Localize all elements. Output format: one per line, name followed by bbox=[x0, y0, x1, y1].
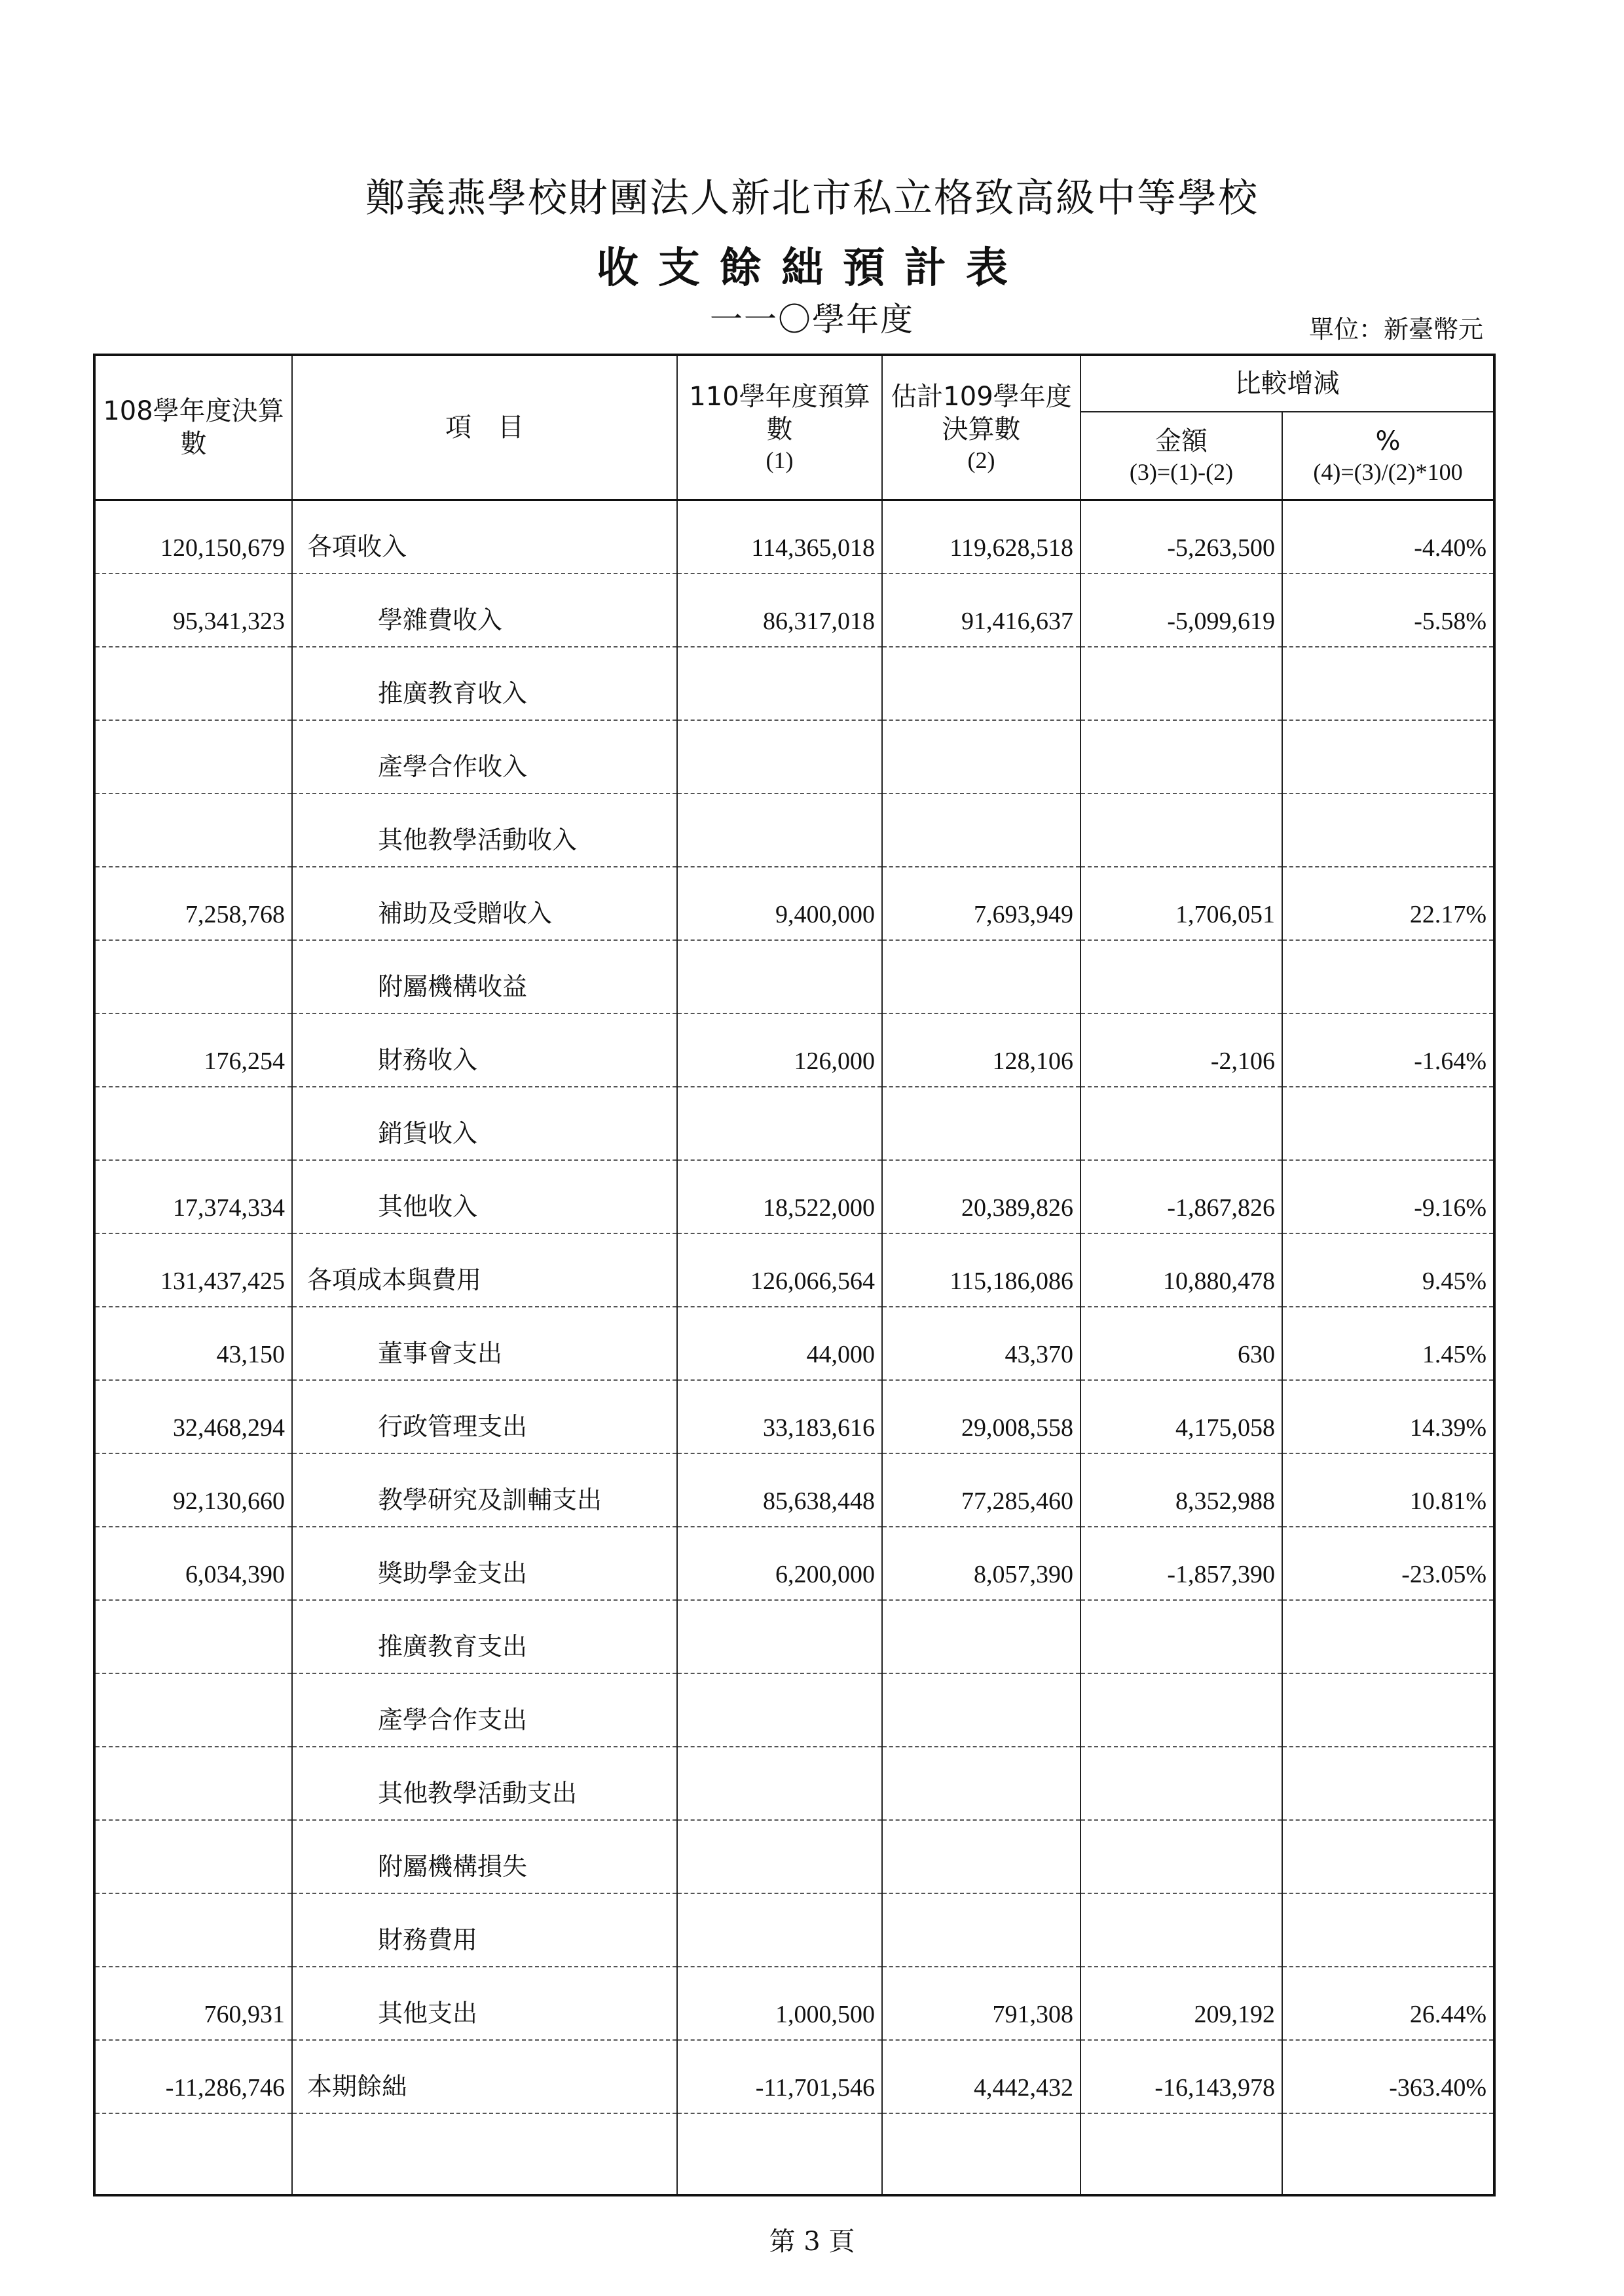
page-number: 第 3 頁 bbox=[769, 2227, 855, 2257]
header-budget bbox=[677, 355, 882, 500]
header-prior-actual bbox=[94, 355, 292, 500]
table-row bbox=[94, 1747, 1494, 1820]
cell-percent: -5.58% bbox=[1282, 574, 1494, 647]
cell-percent: -9.16% bbox=[1282, 1160, 1494, 1233]
table-row bbox=[94, 1013, 1494, 1087]
cell-estimate: 20,389,826 bbox=[882, 1160, 1080, 1233]
cell-budget: 18,522,000 bbox=[677, 1160, 882, 1233]
cell-amount: 8,352,988 bbox=[1080, 1453, 1282, 1527]
cell-amount bbox=[1080, 1600, 1282, 1673]
cell-budget: 126,000 bbox=[677, 1013, 882, 1087]
cell-item: 銷貨收入 bbox=[292, 1087, 677, 1160]
cell-percent: 9.45% bbox=[1282, 1233, 1494, 1307]
cell-item: 附屬機構收益 bbox=[292, 940, 677, 1013]
cell-prior: 17,374,334 bbox=[94, 1160, 292, 1233]
cell-prior bbox=[94, 940, 292, 1013]
cell-item: 學雜費收入 bbox=[292, 574, 677, 647]
cell-estimate bbox=[882, 793, 1080, 867]
cell-budget bbox=[677, 1600, 882, 1673]
cell-budget bbox=[677, 1673, 882, 1747]
cell-item: 獎助學金支出 bbox=[292, 1527, 677, 1600]
cell-budget: 44,000 bbox=[677, 1307, 882, 1380]
cell-item: 其他教學活動收入 bbox=[292, 793, 677, 867]
cell-budget bbox=[677, 647, 882, 720]
cell-estimate: 115,186,086 bbox=[882, 1233, 1080, 1307]
cell-percent: 14.39% bbox=[1282, 1380, 1494, 1453]
cell-estimate bbox=[882, 647, 1080, 720]
header-comparison-label: 比較增減 bbox=[1234, 369, 1340, 399]
empty-cell bbox=[882, 2113, 1080, 2195]
cell-item: 補助及受贈收入 bbox=[292, 867, 677, 940]
table-row bbox=[94, 500, 1494, 574]
table-row bbox=[94, 1600, 1494, 1673]
cell-prior: 176,254 bbox=[94, 1013, 292, 1087]
table-row bbox=[94, 647, 1494, 720]
cell-estimate: 791,308 bbox=[882, 1967, 1080, 2040]
cell-estimate: 7,693,949 bbox=[882, 867, 1080, 940]
cell-prior: 7,258,768 bbox=[94, 867, 292, 940]
cell-estimate: 43,370 bbox=[882, 1307, 1080, 1380]
cell-percent bbox=[1282, 647, 1494, 720]
table-filler-row bbox=[94, 2113, 1494, 2195]
currency-unit: 單位：新臺幣元 bbox=[1308, 315, 1483, 344]
cell-budget: 6,200,000 bbox=[677, 1527, 882, 1600]
cell-percent: -4.40% bbox=[1282, 500, 1494, 574]
cell-prior: 92,130,660 bbox=[94, 1453, 292, 1527]
cell-percent: 22.17% bbox=[1282, 867, 1494, 940]
header-estimate-label: 估計109學年度決算數 bbox=[891, 381, 1072, 445]
table-row bbox=[94, 1307, 1494, 1380]
header-budget-label: 110學年度預算數 bbox=[689, 381, 870, 445]
table-row bbox=[94, 1527, 1494, 1600]
cell-amount bbox=[1080, 940, 1282, 1013]
cell-percent: -23.05% bbox=[1282, 1527, 1494, 1600]
cell-estimate: 29,008,558 bbox=[882, 1380, 1080, 1453]
empty-cell bbox=[292, 2113, 677, 2195]
header-estimate-sub: (2) bbox=[967, 446, 995, 473]
cell-amount bbox=[1080, 1673, 1282, 1747]
cell-percent bbox=[1282, 1087, 1494, 1160]
cell-estimate: 77,285,460 bbox=[882, 1453, 1080, 1527]
fiscal-year: 一一〇學年度 bbox=[710, 301, 914, 338]
cell-prior bbox=[94, 1600, 292, 1673]
cell-percent: -1.64% bbox=[1282, 1013, 1494, 1087]
table-row bbox=[94, 1087, 1494, 1160]
cell-amount bbox=[1080, 1747, 1282, 1820]
cell-amount: 4,175,058 bbox=[1080, 1380, 1282, 1453]
report-title: 收支餘絀預計表 bbox=[597, 244, 1027, 293]
table-row bbox=[94, 720, 1494, 793]
cell-amount bbox=[1080, 1820, 1282, 1893]
cell-amount: -1,867,826 bbox=[1080, 1160, 1282, 1233]
header-comparison bbox=[1080, 355, 1494, 412]
cell-prior bbox=[94, 1820, 292, 1893]
cell-budget: 33,183,616 bbox=[677, 1380, 882, 1453]
header-item bbox=[292, 355, 677, 500]
cell-budget: -11,701,546 bbox=[677, 2040, 882, 2113]
cell-item: 財務收入 bbox=[292, 1013, 677, 1087]
cell-amount: 1,706,051 bbox=[1080, 867, 1282, 940]
empty-cell bbox=[677, 2113, 882, 2195]
cell-percent bbox=[1282, 1673, 1494, 1747]
cell-prior: 43,150 bbox=[94, 1307, 292, 1380]
table-row bbox=[94, 1967, 1494, 2040]
cell-prior bbox=[94, 647, 292, 720]
cell-budget bbox=[677, 1820, 882, 1893]
cell-percent: 10.81% bbox=[1282, 1453, 1494, 1527]
cell-budget bbox=[677, 793, 882, 867]
cell-budget bbox=[677, 1087, 882, 1160]
cell-amount bbox=[1080, 1087, 1282, 1160]
cell-percent bbox=[1282, 793, 1494, 867]
cell-amount: 630 bbox=[1080, 1307, 1282, 1380]
cell-amount bbox=[1080, 647, 1282, 720]
cell-prior bbox=[94, 720, 292, 793]
cell-estimate: 4,442,432 bbox=[882, 2040, 1080, 2113]
header-item-label: 項 目 bbox=[445, 412, 524, 443]
cell-budget: 114,365,018 bbox=[677, 500, 882, 574]
cell-item: 產學合作支出 bbox=[292, 1673, 677, 1747]
cell-prior bbox=[94, 1747, 292, 1820]
table-row bbox=[94, 2040, 1494, 2113]
cell-amount: 10,880,478 bbox=[1080, 1233, 1282, 1307]
cell-item: 產學合作收入 bbox=[292, 720, 677, 793]
table-row bbox=[94, 1233, 1494, 1307]
cell-budget: 9,400,000 bbox=[677, 867, 882, 940]
cell-item: 行政管理支出 bbox=[292, 1380, 677, 1453]
cell-estimate: 128,106 bbox=[882, 1013, 1080, 1087]
cell-amount: -5,099,619 bbox=[1080, 574, 1282, 647]
cell-percent: -363.40% bbox=[1282, 2040, 1494, 2113]
table-row bbox=[94, 940, 1494, 1013]
cell-estimate bbox=[882, 720, 1080, 793]
table-row bbox=[94, 1820, 1494, 1893]
empty-cell bbox=[94, 2113, 292, 2195]
cell-budget: 86,317,018 bbox=[677, 574, 882, 647]
cell-amount bbox=[1080, 1893, 1282, 1967]
organization-name: 鄭義燕學校財團法人新北市私立格致高級中等學校 bbox=[365, 175, 1259, 221]
cell-item: 財務費用 bbox=[292, 1893, 677, 1967]
header-amount bbox=[1080, 412, 1282, 500]
cell-percent bbox=[1282, 1820, 1494, 1893]
cell-item: 本期餘絀 bbox=[292, 2040, 677, 2113]
cell-estimate bbox=[882, 940, 1080, 1013]
table-row bbox=[94, 1160, 1494, 1233]
cell-estimate: 8,057,390 bbox=[882, 1527, 1080, 1600]
header-percent bbox=[1282, 412, 1494, 500]
cell-item: 各項成本與費用 bbox=[292, 1233, 677, 1307]
cell-budget bbox=[677, 1893, 882, 1967]
table-row bbox=[94, 1380, 1494, 1453]
cell-prior: 6,034,390 bbox=[94, 1527, 292, 1600]
cell-item: 其他教學活動支出 bbox=[292, 1747, 677, 1820]
header-amount-sub: (3)=(1)-(2) bbox=[1129, 458, 1234, 485]
cell-amount: -1,857,390 bbox=[1080, 1527, 1282, 1600]
cell-amount: -2,106 bbox=[1080, 1013, 1282, 1087]
cell-prior bbox=[94, 1893, 292, 1967]
cell-prior: 120,150,679 bbox=[94, 500, 292, 574]
cell-estimate bbox=[882, 1820, 1080, 1893]
cell-item: 各項收入 bbox=[292, 500, 677, 574]
cell-amount bbox=[1080, 793, 1282, 867]
cell-item: 其他支出 bbox=[292, 1967, 677, 2040]
cell-budget bbox=[677, 1747, 882, 1820]
cell-estimate bbox=[882, 1087, 1080, 1160]
cell-estimate: 119,628,518 bbox=[882, 500, 1080, 574]
empty-cell bbox=[1282, 2113, 1494, 2195]
cell-budget: 85,638,448 bbox=[677, 1453, 882, 1527]
cell-item: 推廣教育收入 bbox=[292, 647, 677, 720]
cell-prior bbox=[94, 793, 292, 867]
cell-budget bbox=[677, 720, 882, 793]
cell-prior: -11,286,746 bbox=[94, 2040, 292, 2113]
cell-budget: 126,066,564 bbox=[677, 1233, 882, 1307]
table-row bbox=[94, 1893, 1494, 1967]
cell-percent bbox=[1282, 720, 1494, 793]
cell-prior bbox=[94, 1087, 292, 1160]
cell-item: 附屬機構損失 bbox=[292, 1820, 677, 1893]
header-estimate bbox=[882, 355, 1080, 500]
cell-item: 推廣教育支出 bbox=[292, 1600, 677, 1673]
cell-percent bbox=[1282, 1747, 1494, 1820]
cell-prior: 760,931 bbox=[94, 1967, 292, 2040]
income-expenditure-table bbox=[93, 354, 1496, 2196]
cell-prior: 95,341,323 bbox=[94, 574, 292, 647]
cell-amount: 209,192 bbox=[1080, 1967, 1282, 2040]
cell-prior: 32,468,294 bbox=[94, 1380, 292, 1453]
cell-percent bbox=[1282, 940, 1494, 1013]
cell-percent: 26.44% bbox=[1282, 1967, 1494, 2040]
cell-amount: -5,263,500 bbox=[1080, 500, 1282, 574]
cell-budget: 1,000,500 bbox=[677, 1967, 882, 2040]
cell-estimate bbox=[882, 1747, 1080, 1820]
empty-cell bbox=[1080, 2113, 1282, 2195]
table-row bbox=[94, 1453, 1494, 1527]
cell-prior: 131,437,425 bbox=[94, 1233, 292, 1307]
cell-percent bbox=[1282, 1600, 1494, 1673]
cell-percent: 1.45% bbox=[1282, 1307, 1494, 1380]
cell-estimate bbox=[882, 1673, 1080, 1747]
cell-item: 董事會支出 bbox=[292, 1307, 677, 1380]
cell-estimate bbox=[882, 1893, 1080, 1967]
cell-item: 其他收入 bbox=[292, 1160, 677, 1233]
header-percent-sub: (4)=(3)/(2)*100 bbox=[1313, 458, 1463, 485]
header-percent-label: % bbox=[1375, 426, 1401, 456]
header-amount-label: 金額 bbox=[1155, 426, 1208, 456]
table-row bbox=[94, 793, 1494, 867]
cell-item: 教學研究及訓輔支出 bbox=[292, 1453, 677, 1527]
cell-estimate: 91,416,637 bbox=[882, 574, 1080, 647]
cell-prior bbox=[94, 1673, 292, 1747]
cell-amount: -16,143,978 bbox=[1080, 2040, 1282, 2113]
cell-estimate bbox=[882, 1600, 1080, 1673]
table-row bbox=[94, 574, 1494, 647]
cell-budget bbox=[677, 940, 882, 1013]
cell-amount bbox=[1080, 720, 1282, 793]
cell-percent bbox=[1282, 1893, 1494, 1967]
header-budget-sub: (1) bbox=[766, 446, 794, 473]
header-prior-actual-label: 108學年度決算數 bbox=[103, 396, 284, 459]
table-row bbox=[94, 867, 1494, 940]
table-row bbox=[94, 1673, 1494, 1747]
